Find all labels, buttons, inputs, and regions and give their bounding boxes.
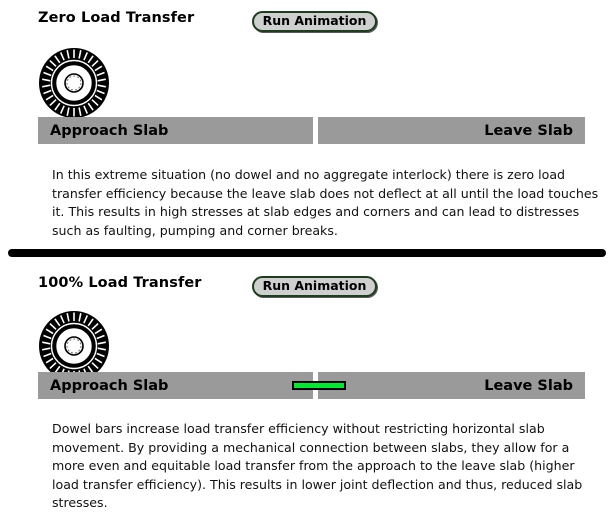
- approach-slab-label: Approach Slab: [50, 122, 169, 139]
- run-animation-button[interactable]: Run Animation: [252, 276, 377, 297]
- leave-slab: [318, 372, 585, 399]
- section-divider: [8, 249, 606, 257]
- tire-graphic: [38, 47, 110, 119]
- run-animation-button[interactable]: Run Animation: [252, 11, 377, 32]
- approach-slab: [38, 117, 313, 144]
- approach-slab-label: Approach Slab: [50, 377, 169, 394]
- page-title: Zero Load Transfer: [38, 10, 195, 26]
- description-text: In this extreme situation (no dowel and no aggregate interlock) there is zero load transfer efficiency because the leave slab does not deflect at all until the load touches it. This results in high stresses at slab edges and corners and can lead to distresses such as faulting, pumping and corner breaks.: [52, 167, 599, 238]
- tire-icon: [38, 47, 110, 119]
- slab-row: [38, 117, 585, 144]
- leave-slab-label: Leave Slab: [484, 122, 573, 139]
- approach-slab: [38, 372, 313, 399]
- section-header: [0, 265, 614, 295]
- section-zero-load-transfer: [0, 0, 614, 240]
- leave-slab-label: Leave Slab: [484, 377, 573, 394]
- section-full-load-transfer: [0, 265, 614, 510]
- dowel-bar: [292, 381, 346, 390]
- slab-row: [38, 372, 585, 399]
- page-title: 100% Load Transfer: [38, 275, 202, 291]
- section-header: [0, 0, 614, 30]
- leave-slab: [318, 117, 585, 144]
- description-text: Dowel bars increase load transfer efficiency without restricting horizontal slab movement. By providing a mechanical connection between slabs, they allow for a more even and equitable load transfer from the approach to the leave slab (higher load transfer efficiency). This results in lower joint deflection and thus, reduced slab stresses.: [52, 421, 583, 510]
